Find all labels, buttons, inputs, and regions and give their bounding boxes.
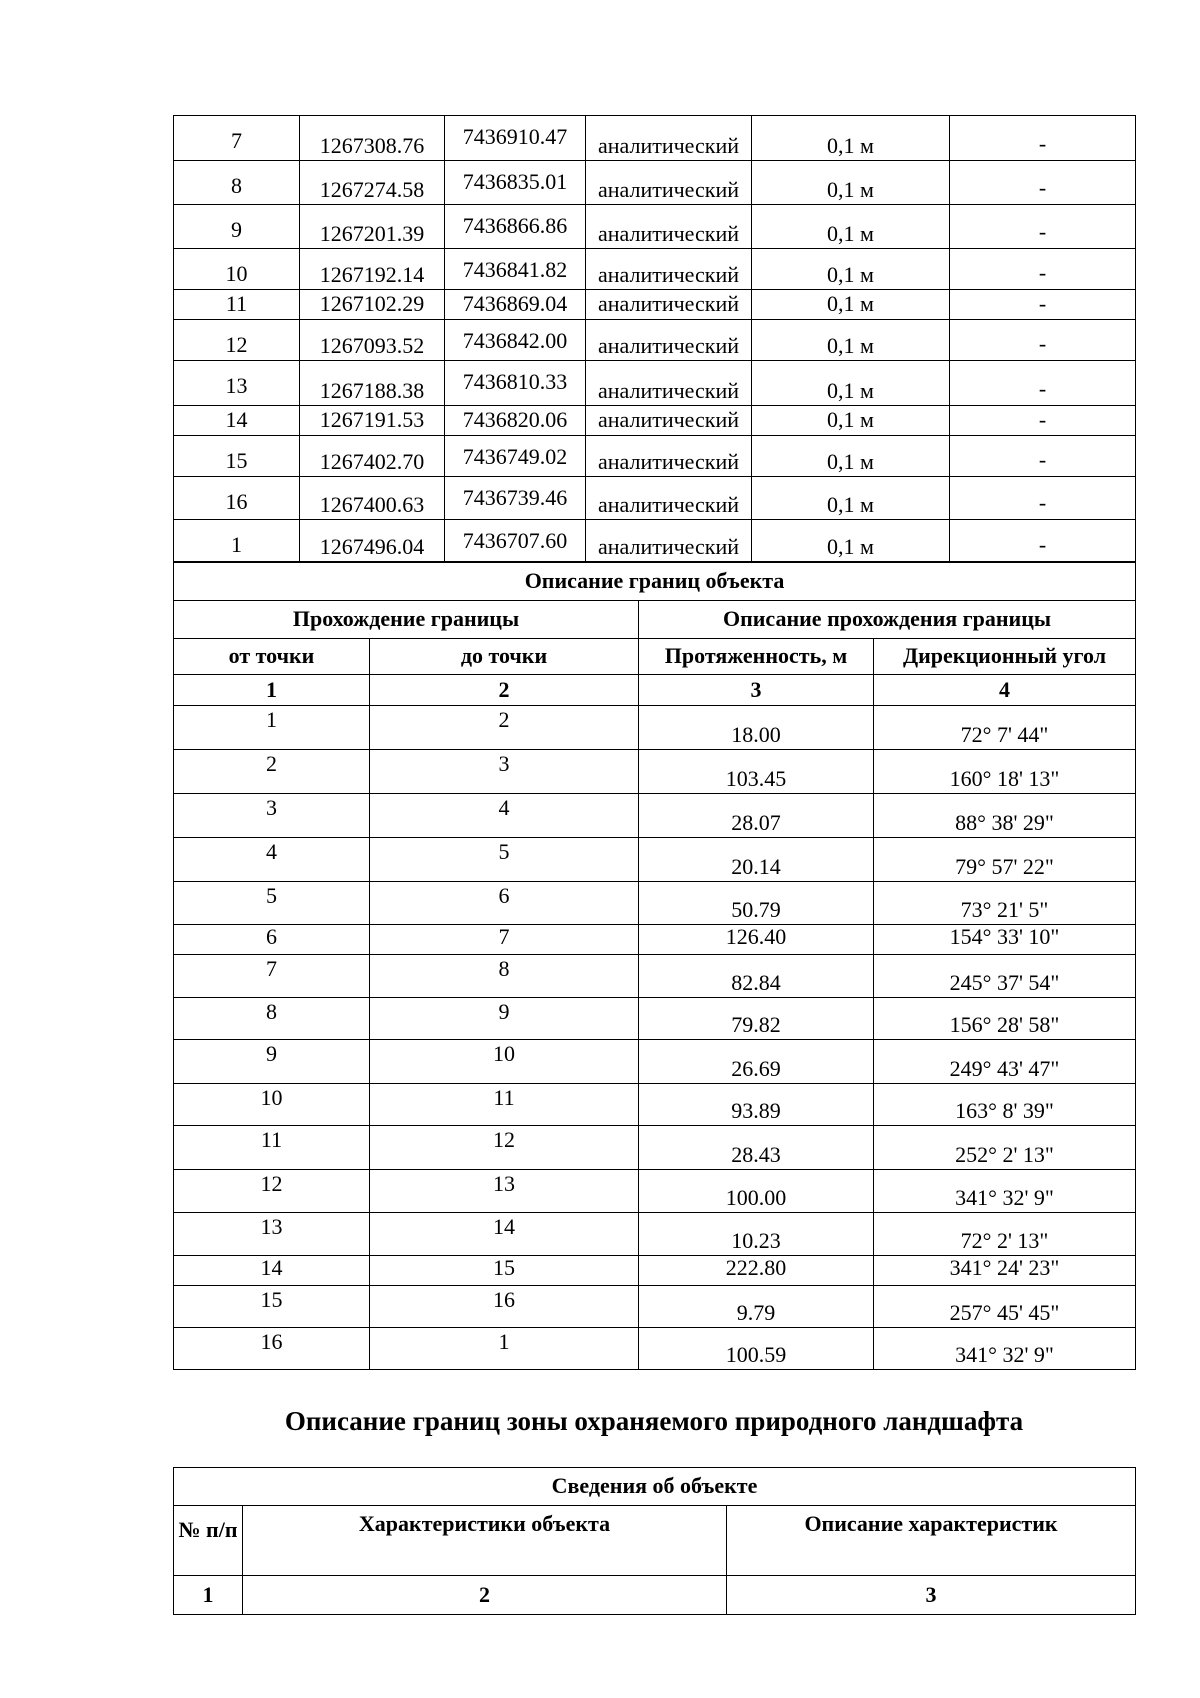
x-coordinate: 1267402.70 <box>300 436 445 477</box>
point-row <box>174 320 1136 361</box>
boundary-row <box>174 1256 1136 1286</box>
to-point: 8 <box>370 955 639 998</box>
angle-cell: 154° 33' 10" <box>874 925 1136 955</box>
col-header-angle: Дирекционный угол <box>874 639 1136 675</box>
from-point: 5 <box>174 882 370 925</box>
point-number: 12 <box>174 320 300 361</box>
x-coordinate: 1267308.76 <box>300 116 445 161</box>
boundary-row <box>174 998 1136 1040</box>
group-header-right: Описание прохождения границы <box>639 601 1136 639</box>
point-number: 9 <box>174 205 300 249</box>
method-cell: аналитический <box>586 520 752 562</box>
x-coordinate: 1267496.04 <box>300 520 445 562</box>
point-number: 14 <box>174 406 300 436</box>
to-point: 4 <box>370 794 639 838</box>
length-cell: 100.59 <box>639 1328 874 1370</box>
accuracy-cell: 0,1 м <box>752 520 950 562</box>
method-cell: аналитический <box>586 290 752 320</box>
x-coordinate: 1267192.14 <box>300 249 445 290</box>
accuracy-cell: 0,1 м <box>752 406 950 436</box>
boundary-row <box>174 794 1136 838</box>
angle-cell: 341° 32' 9" <box>874 1328 1136 1370</box>
angle-cell: 79° 57' 22" <box>874 838 1136 882</box>
y-coordinate: 7436707.60 <box>445 520 586 562</box>
angle-cell: 73° 21' 5" <box>874 882 1136 925</box>
from-point: 10 <box>174 1084 370 1126</box>
point-row <box>174 290 1136 320</box>
method-cell: аналитический <box>586 361 752 406</box>
description-cell: - <box>950 406 1136 436</box>
y-coordinate: 7436841.82 <box>445 249 586 290</box>
accuracy-cell: 0,1 м <box>752 161 950 205</box>
accuracy-cell: 0,1 м <box>752 116 950 161</box>
y-coordinate: 7436739.46 <box>445 477 586 520</box>
x-coordinate: 1267274.58 <box>300 161 445 205</box>
object-table <box>173 1467 1136 1615</box>
angle-cell: 249° 43' 47" <box>874 1040 1136 1084</box>
length-cell: 93.89 <box>639 1084 874 1126</box>
points-table <box>173 115 1136 562</box>
to-point: 9 <box>370 998 639 1040</box>
from-point: 15 <box>174 1286 370 1328</box>
accuracy-cell: 0,1 м <box>752 361 950 406</box>
col-number: 1 <box>174 675 370 706</box>
from-point: 16 <box>174 1328 370 1370</box>
length-cell: 9.79 <box>639 1286 874 1328</box>
point-row <box>174 436 1136 477</box>
boundary-row <box>174 1040 1136 1084</box>
point-number: 13 <box>174 361 300 406</box>
y-coordinate: 7436749.02 <box>445 436 586 477</box>
boundary-row <box>174 882 1136 925</box>
point-number: 8 <box>174 161 300 205</box>
from-point: 13 <box>174 1213 370 1256</box>
to-point: 10 <box>370 1040 639 1084</box>
boundary-row <box>174 838 1136 882</box>
angle-cell: 341° 24' 23" <box>874 1256 1136 1286</box>
length-cell: 50.79 <box>639 882 874 925</box>
to-point: 12 <box>370 1126 639 1170</box>
angle-cell: 245° 37' 54" <box>874 955 1136 998</box>
accuracy-cell: 0,1 м <box>752 477 950 520</box>
method-cell: аналитический <box>586 477 752 520</box>
y-coordinate: 7436835.01 <box>445 161 586 205</box>
angle-cell: 72° 7' 44" <box>874 706 1136 750</box>
x-coordinate: 1267201.39 <box>300 205 445 249</box>
boundary-row <box>174 1170 1136 1213</box>
x-coordinate: 1267191.53 <box>300 406 445 436</box>
from-point: 4 <box>174 838 370 882</box>
x-coordinate: 1267188.38 <box>300 361 445 406</box>
from-point: 8 <box>174 998 370 1040</box>
accuracy-cell: 0,1 м <box>752 249 950 290</box>
angle-cell: 88° 38' 29" <box>874 794 1136 838</box>
description-cell: - <box>950 290 1136 320</box>
col-header-num: № п/п <box>174 1506 243 1576</box>
description-cell: - <box>950 161 1136 205</box>
description-cell: - <box>950 249 1136 290</box>
point-row <box>174 249 1136 290</box>
angle-cell: 252° 2' 13" <box>874 1126 1136 1170</box>
length-cell: 79.82 <box>639 998 874 1040</box>
point-number: 7 <box>174 116 300 161</box>
boundary-row <box>174 925 1136 955</box>
to-point: 15 <box>370 1256 639 1286</box>
length-cell: 126.40 <box>639 925 874 955</box>
length-cell: 100.00 <box>639 1170 874 1213</box>
y-coordinate: 7436842.00 <box>445 320 586 361</box>
accuracy-cell: 0,1 м <box>752 205 950 249</box>
section-heading: Описание границ зоны охраняемого природного ландшафта <box>284 1406 1024 1436</box>
y-coordinate: 7436866.86 <box>445 205 586 249</box>
from-point: 7 <box>174 955 370 998</box>
col-header-characteristics: Характеристики объекта <box>243 1506 727 1576</box>
point-row <box>174 205 1136 249</box>
object-table-title: Сведения об объекте <box>174 1468 1136 1506</box>
point-number: 15 <box>174 436 300 477</box>
boundary-table <box>173 562 1136 1370</box>
to-point: 2 <box>370 706 639 750</box>
col-header-length: Протяженность, м <box>639 639 874 675</box>
method-cell: аналитический <box>586 320 752 361</box>
length-cell: 103.45 <box>639 750 874 794</box>
boundary-row <box>174 1213 1136 1256</box>
description-cell: - <box>950 436 1136 477</box>
from-point: 14 <box>174 1256 370 1286</box>
method-cell: аналитический <box>586 161 752 205</box>
angle-cell: 341° 32' 9" <box>874 1170 1136 1213</box>
description-cell: - <box>950 361 1136 406</box>
y-coordinate: 7436869.04 <box>445 290 586 320</box>
group-header-left: Прохождение границы <box>174 601 639 639</box>
length-cell: 28.43 <box>639 1126 874 1170</box>
to-point: 3 <box>370 750 639 794</box>
length-cell: 10.23 <box>639 1213 874 1256</box>
y-coordinate: 7436820.06 <box>445 406 586 436</box>
col-header-description: Описание характеристик <box>727 1506 1136 1576</box>
from-point: 12 <box>174 1170 370 1213</box>
angle-cell: 72° 2' 13" <box>874 1213 1136 1256</box>
point-number: 10 <box>174 249 300 290</box>
point-number: 1 <box>174 520 300 562</box>
from-point: 6 <box>174 925 370 955</box>
method-cell: аналитический <box>586 205 752 249</box>
to-point: 6 <box>370 882 639 925</box>
col-number: 2 <box>243 1576 727 1615</box>
to-point: 7 <box>370 925 639 955</box>
col-header-from: от точки <box>174 639 370 675</box>
point-number: 11 <box>174 290 300 320</box>
length-cell: 18.00 <box>639 706 874 750</box>
length-cell: 28.07 <box>639 794 874 838</box>
point-row <box>174 361 1136 406</box>
y-coordinate: 7436810.33 <box>445 361 586 406</box>
boundary-table-title: Описание границ объекта <box>174 563 1136 601</box>
to-point: 13 <box>370 1170 639 1213</box>
accuracy-cell: 0,1 м <box>752 320 950 361</box>
method-cell: аналитический <box>586 406 752 436</box>
method-cell: аналитический <box>586 249 752 290</box>
length-cell: 82.84 <box>639 955 874 998</box>
point-number: 16 <box>174 477 300 520</box>
description-cell: - <box>950 320 1136 361</box>
boundary-row <box>174 1084 1136 1126</box>
x-coordinate: 1267102.29 <box>300 290 445 320</box>
boundary-row <box>174 1286 1136 1328</box>
to-point: 11 <box>370 1084 639 1126</box>
point-row <box>174 116 1136 161</box>
col-number: 3 <box>639 675 874 706</box>
angle-cell: 257° 45' 45" <box>874 1286 1136 1328</box>
angle-cell: 156° 28' 58" <box>874 998 1136 1040</box>
to-point: 1 <box>370 1328 639 1370</box>
from-point: 2 <box>174 750 370 794</box>
description-cell: - <box>950 205 1136 249</box>
accuracy-cell: 0,1 м <box>752 290 950 320</box>
col-number: 4 <box>874 675 1136 706</box>
boundary-row <box>174 1328 1136 1370</box>
angle-cell: 160° 18' 13" <box>874 750 1136 794</box>
from-point: 3 <box>174 794 370 838</box>
to-point: 5 <box>370 838 639 882</box>
angle-cell: 163° 8' 39" <box>874 1084 1136 1126</box>
length-cell: 26.69 <box>639 1040 874 1084</box>
point-row <box>174 161 1136 205</box>
boundary-row <box>174 955 1136 998</box>
description-cell: - <box>950 116 1136 161</box>
method-cell: аналитический <box>586 116 752 161</box>
method-cell: аналитический <box>586 436 752 477</box>
y-coordinate: 7436910.47 <box>445 116 586 161</box>
boundary-row <box>174 750 1136 794</box>
x-coordinate: 1267093.52 <box>300 320 445 361</box>
length-cell: 20.14 <box>639 838 874 882</box>
from-point: 11 <box>174 1126 370 1170</box>
to-point: 14 <box>370 1213 639 1256</box>
boundary-row <box>174 1126 1136 1170</box>
point-row <box>174 477 1136 520</box>
col-number: 1 <box>174 1576 243 1615</box>
length-cell: 222.80 <box>639 1256 874 1286</box>
col-number: 2 <box>370 675 639 706</box>
accuracy-cell: 0,1 м <box>752 436 950 477</box>
description-cell: - <box>950 477 1136 520</box>
point-row <box>174 520 1136 562</box>
from-point: 1 <box>174 706 370 750</box>
point-row <box>174 406 1136 436</box>
from-point: 9 <box>174 1040 370 1084</box>
col-number: 3 <box>727 1576 1136 1615</box>
col-header-to: до точки <box>370 639 639 675</box>
description-cell: - <box>950 520 1136 562</box>
to-point: 16 <box>370 1286 639 1328</box>
x-coordinate: 1267400.63 <box>300 477 445 520</box>
boundary-row <box>174 706 1136 750</box>
